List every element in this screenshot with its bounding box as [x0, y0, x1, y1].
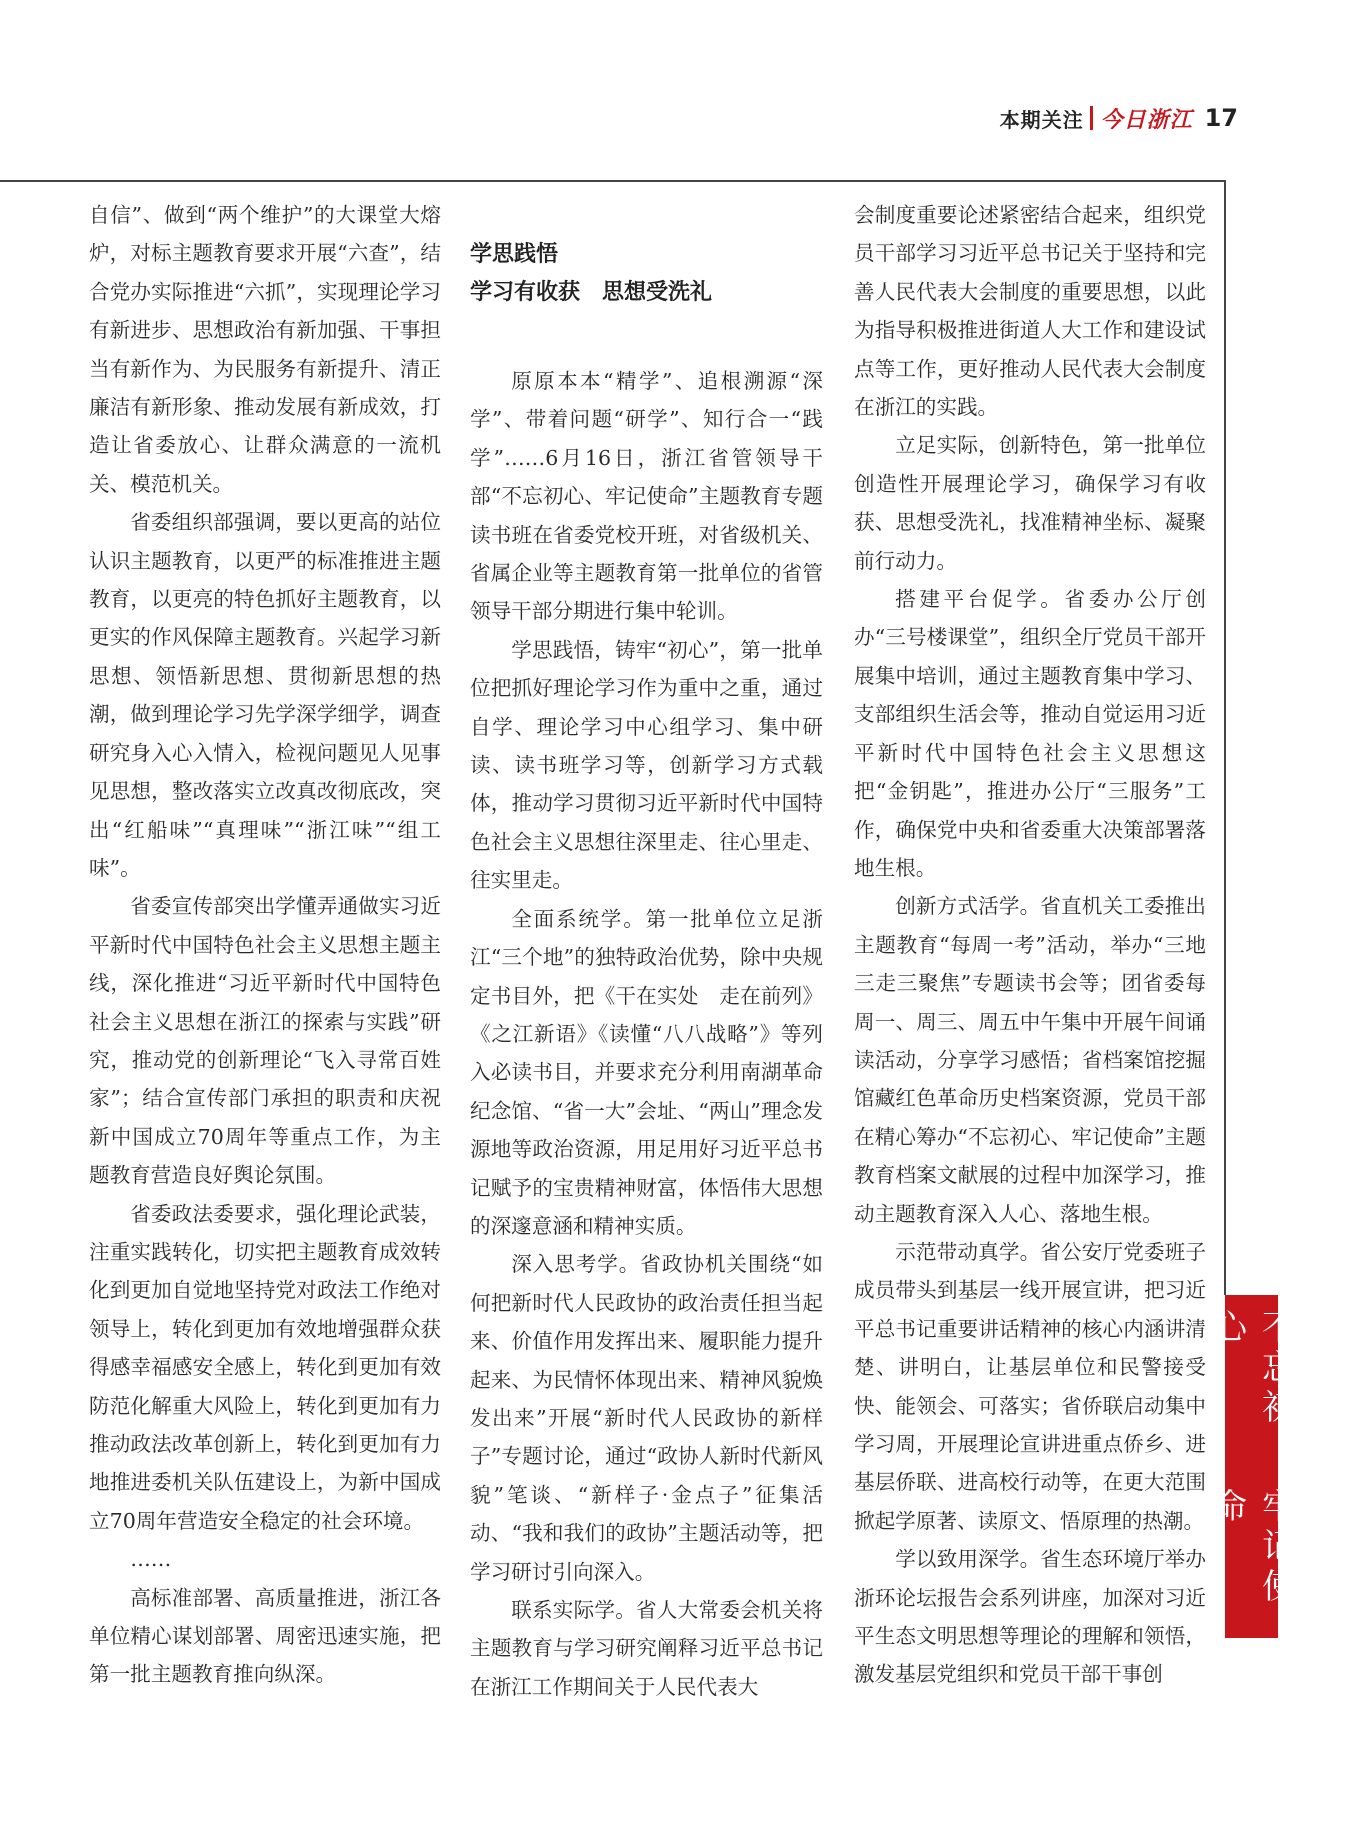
paragraph: 会制度重要论述紧密结合起来，组织党员干部学习习近平总书记关于坚持和完善人民代表大会制度的重要思想，以此为指导积极推进街道人大工作和建设试点等工作，更好推动人民代表大会制度在浙江的实践。 [854, 203, 1206, 420]
paragraph: 深入思考学。省政协机关围绕“如何把新时代人民政协的政治责任担当起来、价值作用发挥出来、履职能力提升起来、为民情怀体现出来、精神风貌焕发出来”开展“新时代人民政协的新样子”专题讨论，通过“政协人新时代新风貌”笔谈、“新样子·金点子”征集活动、“我和我们的政协”主题活动等，把学习研讨引向深入。 [470, 1252, 823, 1584]
ellipsis: …… [130, 1547, 172, 1572]
paragraph: 创新方式活学。省直机关工委推出主题教育“每周一考”活动，举办“三地三走三聚焦”专题读书会等；团省委每周一、周三、周五中午集中开展午间诵读活动，分享学习感悟；省档案馆挖掘馆藏红色革命历史档案资源，党员干部在精心筹办“不忘初心、牢记使命”主题教育档案文献展的过程中加深学习，推动主题教育深入人心、落地生根。 [854, 894, 1206, 1226]
paragraph: 联系实际学。省人大常委会机关将主题教育与学习研究阐释习近平总书记在浙江工作期间关于人民代表大 [470, 1598, 823, 1699]
right-rule [1224, 180, 1226, 1295]
paragraph: 高标准部署、高质量推进，浙江各单位精心谋划部署、周密迅速实施，把第一批主题教育推向纵深。 [89, 1585, 441, 1687]
magazine-logo: 今日浙江 [1100, 106, 1193, 133]
text-column-3 [854, 196, 1206, 1694]
paragraph: 省委政法委要求，强化理论武装，注重实践转化，切实把主题教育成效转化到更加自觉地坚持党对政法工作绝对领导上，转化到更加有效地增强群众获得感幸福感安全感上，转化到更加有效防范化解重大风险上，转化到更加有力推动政法改革创新上，转化到更加有力地推进委机关队伍建设上，为新中国成立70周年营造安全稳定的社会环境。 [89, 1201, 441, 1533]
text-column-1 [89, 196, 441, 1694]
side-tab-line-1: 不忘初心 [1206, 1309, 1296, 1429]
subheading-line-1: 学思践悟 [470, 242, 559, 267]
page-number: 17 [1204, 104, 1238, 132]
top-rule [0, 180, 1226, 182]
text-column-2 [470, 236, 823, 1706]
paragraph: 示范带动真学。省公安厅党委班子成员带头到基层一线开展宣讲，把习近平总书记重要讲话精神的核心内涵讲清楚、讲明白，让基层单位和民警接受快、能领会、可落实；省侨联启动集中学习周，开展理论宣讲进重点侨乡、进基层侨联、进高校行动等，在更大范围掀起学原著、读原文、悟原理的热潮。 [854, 1239, 1206, 1533]
paragraph: 省委组织部强调，要以更高的站位认识主题教育，以更严的标准推进主题教育，以更亮的特色抓好主题教育，以更实的作风保障主题教育。兴起学习新思想、领悟新思想、贯彻新思想的热潮，做到理论学习先学深学细学，调查研究身入心入情入，检视问题见人见事见思想，整改落实立改真改彻底改，突出“红船味”“真理味”“浙江味”“组工味”。 [89, 510, 441, 880]
paragraph: 原原本本“精学”、追根溯源“深学”、带着问题“研学”、知行合一“践学”……6月16日，浙江省管领导干部“不忘初心、牢记使命”主题教育专题读书班在省委党校开班，对省级机关、省属企业等主题教育第一批单位的省管领导干部分期进行集中轮训。 [470, 369, 823, 624]
paragraph: 省委宣传部突出学懂弄通做实习近平新时代中国特色社会主义思想主题主线，深化推进“习近平新时代中国特色社会主义思想在浙江的探索与实践”研究，推动党的创新理论“飞入寻常百姓家”；结合宣传部门承担的职责和庆祝新中国成立70周年等重点工作，为主题教育营造良好舆论氛围。 [89, 894, 441, 1188]
paragraph: 学思践悟，铸牢“初心”，第一批单位把抓好理论学习作为重中之重，通过自学、理论学习中心组学习、集中研读、读书班学习等，创新学习方式载体，推动学习贯彻习近平新时代中国特色社会主义思想往深里走、往心里走、往实里走。 [470, 637, 823, 893]
header-divider [1090, 106, 1093, 130]
paragraph: 自信”、做到“两个维护”的大课堂大熔炉，对标主题教育要求开展“六查”，结合党办实际推进“六抓”，实现理论学习有新进步、思想政治有新加强、干事担当有新作为、为民服务有新提升、清正廉洁有新形象、推动发展有新成效，打造让省委放心、让群众满意的一流机关、模范机关。 [89, 203, 441, 496]
running-header [1000, 100, 1238, 136]
subheading [470, 236, 823, 312]
paragraph: 学以致用深学。省生态环境厅举办浙环论坛报告会系列讲座，加深对习近平生态文明思想等理论的理解和领悟，激发基层党组织和党员干部干事创 [854, 1547, 1206, 1687]
subheading-line-2: 学习有收获 思想受洗礼 [470, 280, 713, 305]
paragraph: 立足实际，创新特色，第一批单位创造性开展理论学习，确保学习有收获、思想受洗礼，找准精神坐标、凝聚前行动力。 [854, 433, 1206, 573]
side-theme-tab [1206, 1295, 1296, 1638]
paragraph: 全面系统学。第一批单位立足浙江“三个地”的独特政治优势，除中央规定书目外，把《干在实处 走在前列》《之江新语》《读懂“八八战略”》等列入必读书目，并要求充分利用南湖革命纪念馆、“省一大”会址、“两山”理念发源地等政治资源，用足用好习近平总书记赋予的宝贵精神财富，体悟伟大思想的深邃意涵和精神实质。 [470, 906, 823, 1238]
paragraph: 搭建平台促学。省委办公厅创办“三号楼课堂”，组织全厅党员干部开展集中培训，通过主题教育集中学习、支部组织生活会等，推动自觉运用习近平新时代中国特色社会主义思想这把“金钥匙”，推进办公厅“三服务”工作，确保党中央和省委重大决策部署落地生根。 [854, 587, 1206, 880]
side-tab-line-2: 牢记使命 [1206, 1487, 1296, 1608]
section-label: 本期关注 [999, 107, 1084, 132]
